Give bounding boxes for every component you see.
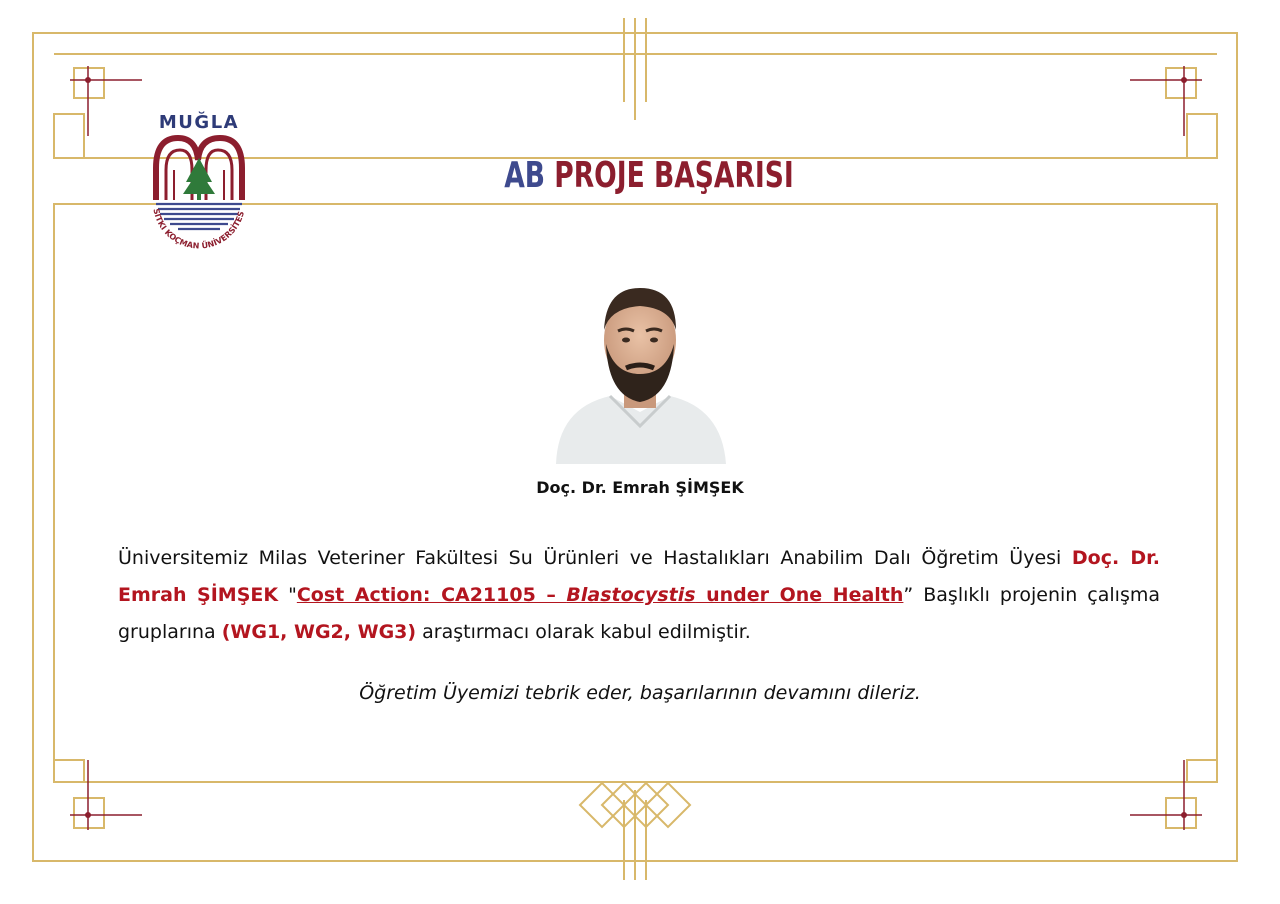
body-intro: Üniversitemiz Milas Veteriner Fakültesi Su Ürünleri ve Hastalıkları Anabilim Dalı Öğretim Üyesi xyxy=(118,547,1072,569)
closing-message: Öğretim Üyemizi tebrik eder, başarılarının devamını dileriz. xyxy=(359,682,921,704)
body-ending: araştırmacı olarak kabul edilmiştir. xyxy=(416,621,751,643)
project-title-c: under One Health xyxy=(695,584,904,606)
logo-wordmark: MUĞLA xyxy=(158,112,240,133)
project-title-a: Cost Action: CA21105 – xyxy=(296,584,567,606)
logo-emblem-icon xyxy=(140,130,258,268)
body-middle: Başlıklı projenin çalışma gruplarına xyxy=(118,584,1161,643)
title-rest: PROJE BAŞARISI xyxy=(554,155,794,196)
project-title-b: Blastocystis xyxy=(566,584,696,606)
body-quote-open: " xyxy=(278,584,297,606)
logo-ring-text: SITKI KOÇMAN ÜNİVERSİTES xyxy=(151,207,246,251)
page-title xyxy=(124,155,1174,196)
title-ab: AB xyxy=(504,155,545,196)
person-portrait-icon xyxy=(548,278,732,464)
person-name: Doç. Dr. Emrah ŞİMŞEK xyxy=(536,478,744,497)
body-person: Doç. Dr. Emrah ŞİMŞEK xyxy=(118,547,1160,606)
working-groups: (WG1, WG2, WG3) xyxy=(221,621,417,643)
body-quote-close: ” xyxy=(903,584,914,606)
announcement-paragraph xyxy=(118,540,1160,651)
